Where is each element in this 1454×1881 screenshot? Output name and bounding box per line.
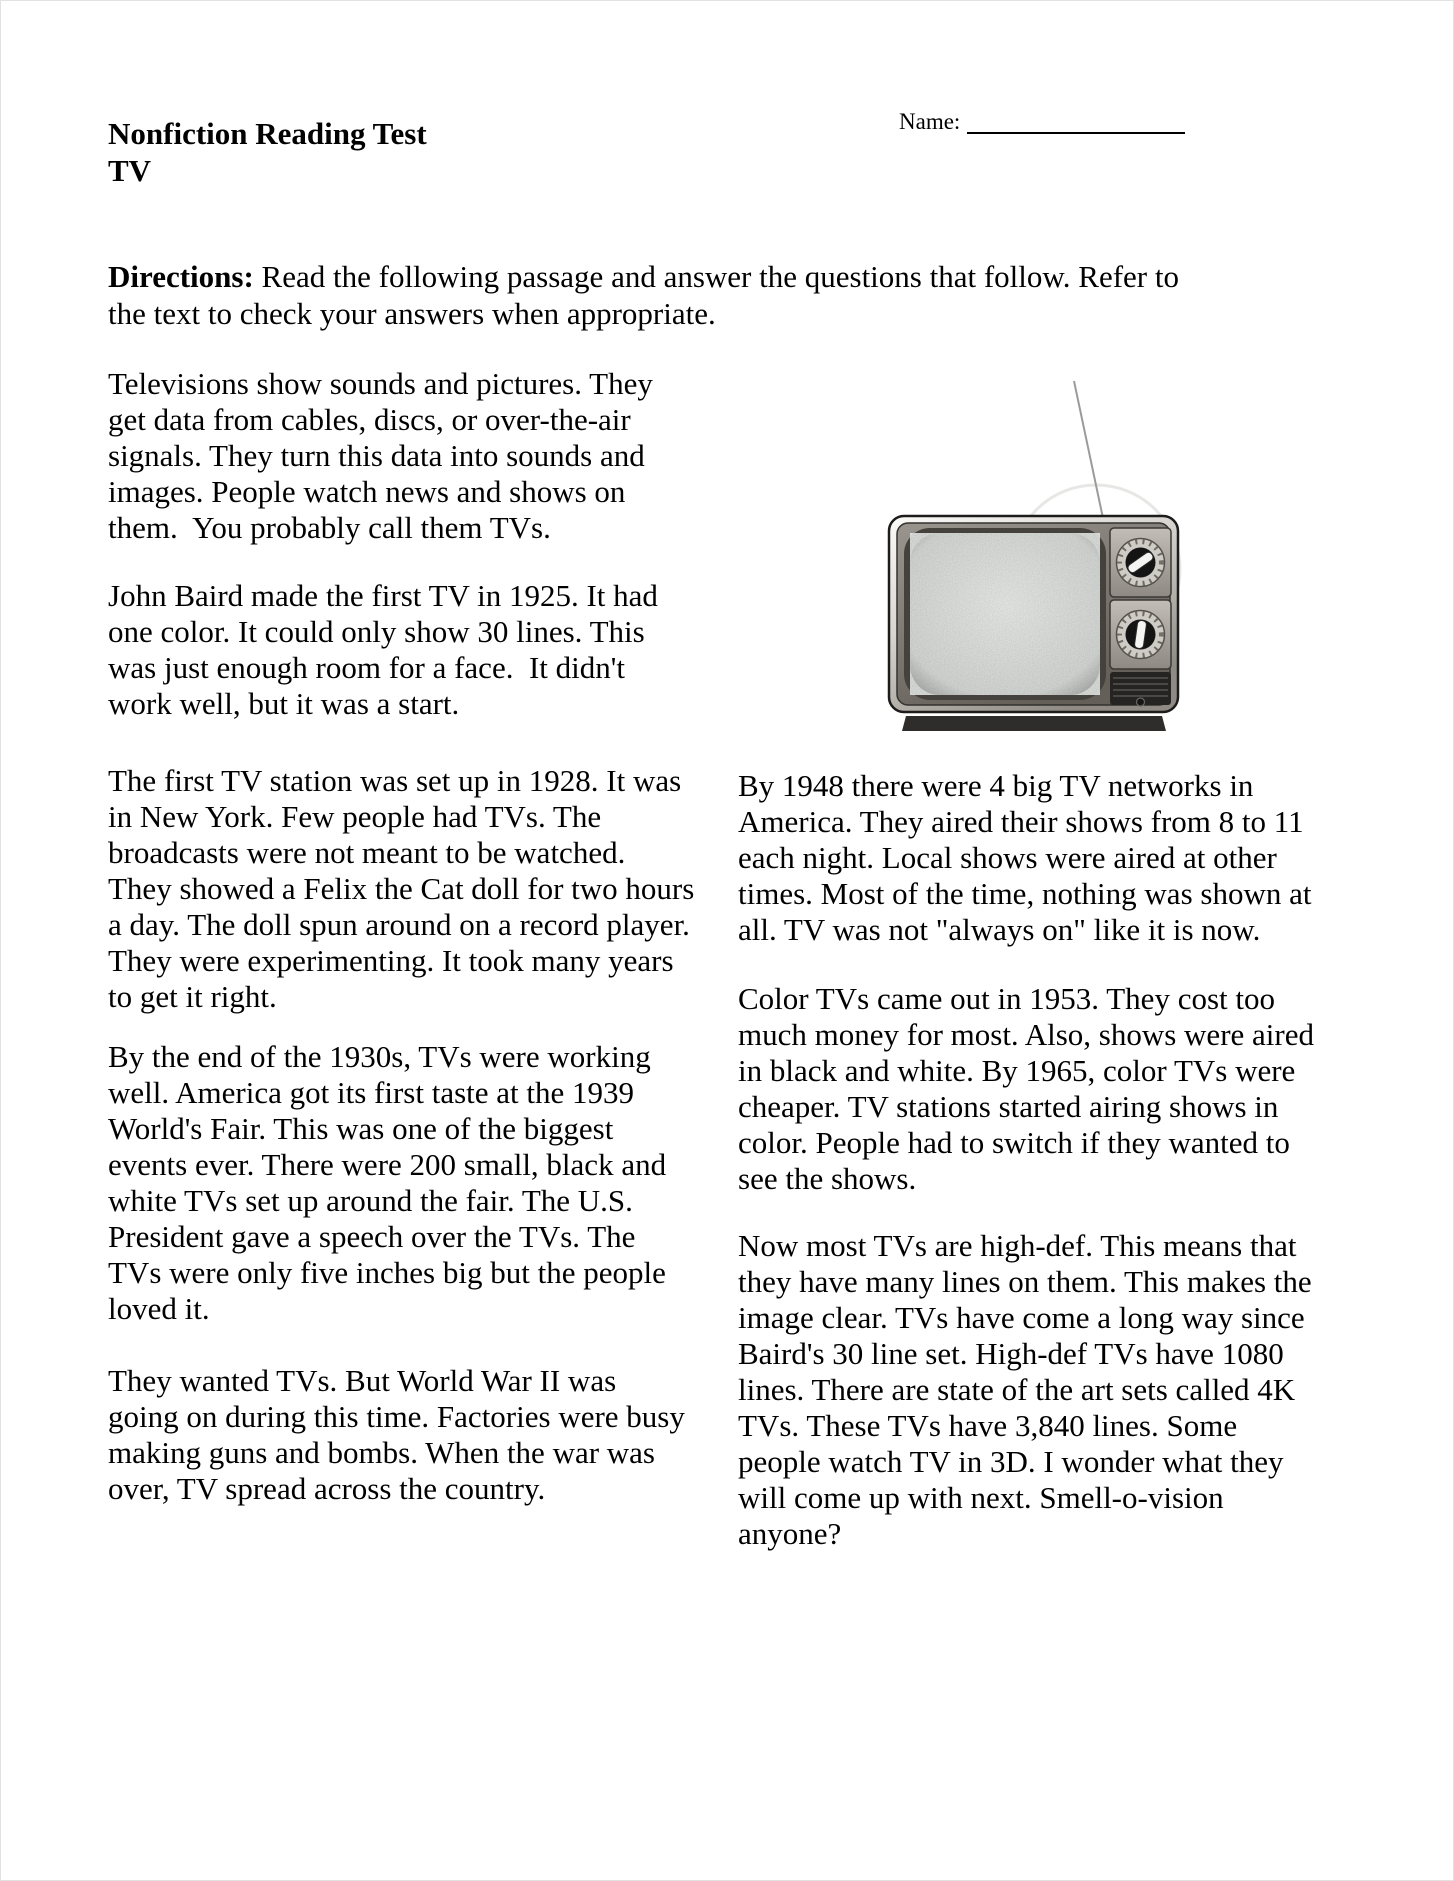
paragraph-john-baird [108, 578, 748, 722]
text-line: loved it. [108, 1291, 210, 1326]
text-line: well. America got its first taste at the 1939 [108, 1075, 635, 1110]
text-line: see the shows. [738, 1161, 917, 1196]
title-line-2: TV [108, 153, 152, 188]
rod-antenna-icon [1074, 381, 1104, 523]
text-line: signals. They turn this data into sounds and [108, 438, 645, 473]
text-line: all. TV was not "always on" like it is now. [738, 912, 1261, 947]
text-line: By 1948 there were 4 big TV networks in [738, 768, 1254, 803]
tv-static-screen [910, 533, 1100, 695]
text-line: Televisions show sounds and pictures. They [108, 366, 653, 401]
paragraph-color-tv [738, 981, 1378, 1197]
text-line: much money for most. Also, shows were aired [738, 1017, 1314, 1052]
tv-base [902, 716, 1166, 731]
text-line: to get it right. [108, 979, 277, 1014]
name-field [899, 109, 960, 135]
vintage-tv-illustration [856, 373, 1196, 741]
text-line: America. They aired their shows from 8 to 11 [738, 804, 1304, 839]
text-line: President gave a speech over the TVs. The [108, 1219, 636, 1254]
directions-text: Read the following passage and answer the questions that follow. Refer to [253, 259, 1179, 294]
directions [108, 258, 1308, 332]
text-line: cheaper. TV stations started airing shows in [738, 1089, 1279, 1124]
text-line: They wanted TVs. But World War II was [108, 1363, 617, 1398]
text-line: will come up with next. Smell-o-vision [738, 1480, 1224, 1515]
volume-knob-icon [1117, 611, 1165, 659]
paragraph-televisions [108, 366, 748, 546]
paragraph-high-def [738, 1228, 1378, 1552]
directions-label: Directions: [108, 259, 254, 294]
tv-icon [856, 373, 1196, 741]
text-line: was just enough room for a face. It didn't [108, 650, 625, 685]
text-line: get data from cables, discs, or over-the-air [108, 402, 631, 437]
text-line: them. You probably call them TVs. [108, 510, 551, 545]
text-line: over, TV spread across the country. [108, 1471, 546, 1506]
text-line: color. People had to switch if they wanted to [738, 1125, 1290, 1160]
text-line: World's Fair. This was one of the biggest [108, 1111, 614, 1146]
channel-knob-icon [1117, 539, 1165, 587]
paragraph-1930s [108, 1039, 748, 1327]
text-line: TVs. These TVs have 3,840 lines. Some [738, 1408, 1238, 1443]
text-line: Now most TVs are high-def. This means that [738, 1228, 1297, 1263]
paragraph-networks-1948 [738, 768, 1378, 948]
name-label: Name: [899, 109, 961, 134]
text-line: Baird's 30 line set. High-def TVs have 1080 [738, 1336, 1284, 1371]
text-line: work well, but it was a start. [108, 686, 460, 721]
paragraph-world-war-2 [108, 1363, 748, 1507]
text-line: people watch TV in 3D. I wonder what they [738, 1444, 1284, 1479]
page-title [108, 115, 427, 189]
title-line-1: Nonfiction Reading Test [108, 116, 427, 151]
text-line: in New York. Few people had TVs. The [108, 799, 602, 834]
text-line: one color. It could only show 30 lines. This [108, 614, 645, 649]
text-line: a day. The doll spun around on a record player. [108, 907, 690, 942]
text-line: images. People watch news and shows on [108, 474, 626, 509]
text-line: anyone? [738, 1516, 842, 1551]
text-line: The first TV station was set up in 1928. It was [108, 763, 682, 798]
text-line: each night. Local shows were aired at other [738, 840, 1277, 875]
text-line: broadcasts were not meant to be watched. [108, 835, 626, 870]
text-line: times. Most of the time, nothing was shown at [738, 876, 1312, 911]
text-line: lines. There are state of the art sets called 4K [738, 1372, 1296, 1407]
directions-line-2: the text to check your answers when appropriate. [108, 296, 716, 331]
text-line: in black and white. By 1965, color TVs were [738, 1053, 1296, 1088]
text-line: going on during this time. Factories were busy [108, 1399, 685, 1434]
text-line: events ever. There were 200 small, black and [108, 1147, 667, 1182]
text-line: they have many lines on them. This makes the [738, 1264, 1312, 1299]
text-line: They showed a Felix the Cat doll for two hours [108, 871, 695, 906]
text-line: Color TVs came out in 1953. They cost too [738, 981, 1275, 1016]
text-line: TVs were only five inches big but the people [108, 1255, 666, 1290]
text-line: By the end of the 1930s, TVs were working [108, 1039, 651, 1074]
text-line: white TVs set up around the fair. The U.S. [108, 1183, 633, 1218]
text-line: John Baird made the first TV in 1925. It had [108, 578, 658, 613]
directions-line-1 [108, 258, 1308, 295]
speaker-grille-icon [1110, 672, 1171, 706]
text-line: making guns and bombs. When the war was [108, 1435, 655, 1470]
name-blank-line [967, 132, 1185, 134]
text-line: image clear. TVs have come a long way since [738, 1300, 1305, 1335]
text-line: They were experimenting. It took many years [108, 943, 674, 978]
paragraph-first-station [108, 763, 748, 1015]
